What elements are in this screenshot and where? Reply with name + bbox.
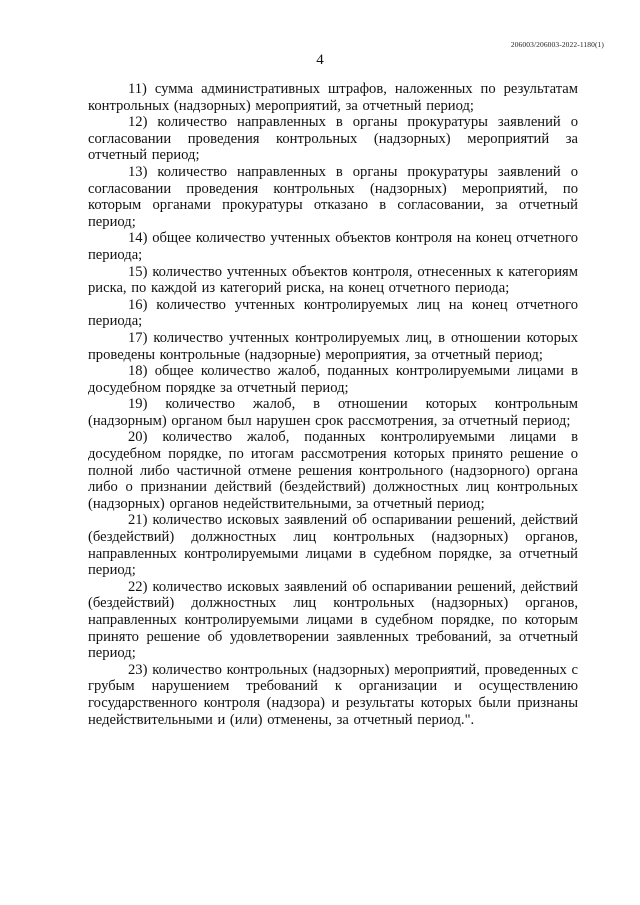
list-item: 16) количество учтенных контролируемых лиц на конец отчетного периода; (88, 296, 578, 330)
list-item: 19) количество жалоб, в отношении которых контрольным (надзорным) органом был нарушен срок рассмотрения, за отчетный период; (88, 396, 578, 429)
page-number: 4 (316, 52, 324, 68)
list-item: 22) количество исковых заявлений об оспаривании решений, действий (бездействий) должностных лиц контрольных (надзорных) органов, направленных контролируемыми лицами в судебном порядке, по которым принято решение об удовлетворении заявленных требований, за отчетный период; (88, 578, 578, 662)
list-item: 12) количество направленных в органы прокуратуры заявлений о согласовании проведения контрольных (надзорных) мероприятий за отчетный период; (88, 114, 578, 164)
list-item: 23) количество контрольных (надзорных) мероприятий, проведенных с грубым нарушением требований к организации и осуществлению государственного контроля (надзора) и результаты которых были признаны недействительными и (или) отменены, за отчетный период.". (88, 661, 578, 728)
list-item: 11) сумма административных штрафов, наложенных по результатам контрольных (надзорных) мероприятий, за отчетный период; (88, 81, 578, 114)
list-item: 14) общее количество учтенных объектов контроля на конец отчетного периода; (88, 230, 578, 263)
list-item: 20) количество жалоб, поданных контролируемыми лицами в досудебном порядке, по итогам рассмотрения которых принято решение о полной либо частичной отмене решения контрольного (надзорного) органа либо о признании действий (бездействий) должностных лиц контрольных (надзорных) органов недействительными, за отчетный период; (88, 429, 578, 512)
list-item: 17) количество учтенных контролируемых лиц, в отношении которых проведены контрольные (надзорные) мероприятия, за отчетный период; (88, 329, 578, 363)
list-item: 15) количество учтенных объектов контроля, отнесенных к категориям риска, по каждой из категорий риска, на конец отчетного периода; (88, 263, 578, 297)
document-code: 206003/206003-2022-1180(1) (510, 40, 604, 49)
list-item: 13) количество направленных в органы прокуратуры заявлений о согласовании проведения контрольных (надзорных) мероприятий, по которым органами прокуратуры отказано в согласовании, за отчетный период; (88, 163, 578, 230)
list-item: 18) общее количество жалоб, поданных контролируемыми лицами в досудебном порядке за отчетный период; (88, 363, 578, 396)
list-item: 21) количество исковых заявлений об оспаривании решений, действий (бездействий) должностных лиц контрольных (надзорных) органов, направленных контролируемыми лицами в судебном порядке, за отчетный период; (88, 512, 578, 579)
document-body (88, 81, 578, 728)
